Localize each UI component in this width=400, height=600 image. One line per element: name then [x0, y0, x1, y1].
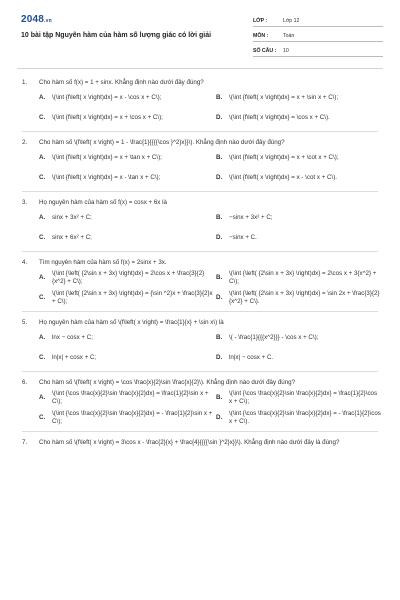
option-letter: B. — [216, 213, 223, 221]
option-text: \(\int {f\left( x \right)dx} = x - \tan x + C\); — [52, 173, 161, 181]
option-text: \(\int {\cos \frac{x}{2}\sin \frac{x}{2}dx} = \frac{1}{2}\cos x + C\); — [229, 389, 378, 405]
option-letter: C. — [39, 293, 46, 301]
answer-option[interactable] — [39, 328, 214, 348]
question-number: 4. — [22, 259, 28, 266]
option-text: \(\int {\cos \frac{x}{2}\sin \frac{x}{2}dx} = - \frac{1}{2}\sin x + C\); — [52, 409, 213, 425]
option-letter: A. — [39, 213, 46, 221]
question-text: Cho hàm số f(x) = 1 + sinx. Khẳng định nào dưới đây đúng? — [39, 79, 204, 86]
option-letter: A. — [39, 393, 46, 401]
meta-value: Toán — [283, 33, 295, 39]
option-text: \(\int {\left( {2\sin x + 3x} \right)dx} = {\sin ^2}x + \frac{3}{2}x + C\); — [52, 289, 213, 305]
option-text: \(\int {f\left( x \right)dx} = x - \cos x + C\); — [52, 93, 162, 101]
question-text: Họ nguyên hàm của hàm số f(x) = cosx + 6x là — [39, 199, 167, 206]
option-letter: D. — [216, 173, 223, 181]
answer-option[interactable] — [216, 108, 381, 128]
answer-option[interactable] — [39, 108, 214, 128]
question-text: Cho hàm số \(f\left( x \right) = \cos \frac{x}{2}\sin \frac{x}{2}\). Khẳng định nào dưới đây đúng? — [39, 379, 296, 386]
question-divider — [22, 251, 378, 252]
question-divider — [22, 131, 378, 132]
question-divider — [22, 371, 378, 372]
option-letter: B. — [216, 153, 223, 161]
option-text: \(\int {\left( {2\sin x + 3x} \right)dx} = \sin 2x + \frac{3}{2}{x^2} + C\). — [229, 289, 380, 305]
question-number: 7. — [22, 439, 28, 446]
logo-main: 2048 — [21, 14, 45, 25]
answer-options — [39, 388, 381, 428]
option-text: ln|x| − cosx + C. — [229, 353, 274, 361]
question-number: 3. — [22, 199, 28, 206]
answer-option[interactable] — [216, 288, 381, 308]
option-letter: B. — [216, 393, 223, 401]
meta-row-subject — [253, 29, 383, 42]
option-text: sinx + 3x² + C; — [52, 213, 92, 221]
document-title: 10 bài tập Nguyên hàm của hàm số lượng giác có lời giải — [21, 32, 212, 39]
option-letter: B. — [216, 333, 223, 341]
answer-option[interactable] — [39, 288, 214, 308]
question-header — [22, 78, 378, 88]
question-text: Tìm nguyên hàm của hàm số f(x) = 2sinx + 3x. — [39, 259, 167, 266]
question-header — [22, 138, 378, 148]
option-text: −sinx + C. — [229, 233, 257, 241]
answer-option[interactable] — [216, 168, 381, 188]
answer-option[interactable] — [39, 88, 214, 108]
question-item — [22, 198, 378, 252]
option-text: \(\int {\left( {2\sin x + 3x} \right)dx} = 2\cos x + 3{x^2} + C\); — [229, 269, 377, 285]
header-divider — [17, 68, 383, 69]
answer-option[interactable] — [39, 388, 214, 408]
meta-row-class — [253, 14, 383, 27]
answer-option[interactable] — [39, 348, 214, 368]
option-text: ln|x| + cosx + C; — [52, 353, 97, 361]
answer-option[interactable] — [39, 148, 214, 168]
answer-option[interactable] — [39, 208, 214, 228]
answer-option[interactable] — [39, 408, 214, 428]
answer-option[interactable] — [216, 328, 381, 348]
option-text: \(\int {f\left( x \right)dx} = x + \cot x + C\); — [229, 153, 339, 161]
answer-option[interactable] — [216, 228, 381, 248]
answer-option[interactable] — [216, 88, 381, 108]
answer-option[interactable] — [39, 268, 214, 288]
option-letter: A. — [39, 273, 46, 281]
question-item — [22, 318, 378, 372]
question-number: 5. — [22, 319, 28, 326]
option-text: \(\int {f\left( x \right)dx} = x + \tan x + C\); — [52, 153, 162, 161]
document-header — [0, 0, 400, 68]
question-header — [22, 318, 378, 328]
answer-option[interactable] — [216, 148, 381, 168]
question-number: 1. — [22, 79, 28, 86]
question-header — [22, 258, 378, 268]
option-letter: D. — [216, 113, 223, 121]
question-text: Cho hàm số \(f\left( x \right) = 3\cos x - \frac{2}{x} + \frac{4}{{{{\sin }^2}x}}\). Khẳng định nào dưới đây là đúng? — [39, 439, 340, 446]
option-text: \(\int {\left( {2\sin x + 3x} \right)dx} = 2\cos x + \frac{3}{2}{x^2} + C\); — [52, 269, 205, 285]
option-letter: D. — [216, 413, 223, 421]
option-text: \(\int {\cos \frac{x}{2}\sin \frac{x}{2}dx} = \frac{1}{2}\sin x + C\); — [52, 389, 209, 405]
answer-option[interactable] — [216, 408, 381, 428]
meta-value: 10 — [283, 48, 289, 54]
answer-option[interactable] — [216, 208, 381, 228]
question-number: 2. — [22, 139, 28, 146]
logo-sub: .vn — [44, 18, 52, 24]
question-list — [0, 78, 400, 448]
meta-row-count — [253, 44, 383, 57]
option-text: sinx + 6x² + C; — [52, 233, 92, 241]
question-divider — [22, 431, 378, 432]
question-header — [22, 198, 378, 208]
question-number: 6. — [22, 379, 28, 386]
meta-label: SỐ CÂU : — [253, 48, 277, 54]
question-header — [22, 378, 378, 388]
option-letter: C. — [39, 233, 46, 241]
question-item — [22, 78, 378, 132]
answer-option[interactable] — [39, 228, 214, 248]
option-letter: A. — [39, 93, 46, 101]
meta-label: MÔN : — [253, 33, 269, 39]
option-letter: D. — [216, 293, 223, 301]
option-letter: D. — [216, 353, 223, 361]
answer-options — [39, 268, 378, 308]
option-letter: C. — [39, 413, 46, 421]
option-text: \(\int {f\left( x \right)dx} = x + \cos x + C\); — [52, 113, 163, 121]
option-text: \( - \frac{1}{{{x^2}}} - \cos x + C\); — [229, 333, 319, 341]
question-header — [22, 438, 378, 448]
option-text: lnx − cosx + C; — [52, 333, 93, 341]
option-text: \(\int {f\left( x \right)dx} = \cos x + C\). — [229, 113, 330, 121]
question-item — [22, 138, 378, 192]
question-item — [22, 378, 381, 432]
option-letter: C. — [39, 353, 46, 361]
answer-options — [39, 208, 378, 248]
site-logo[interactable] — [21, 14, 52, 25]
answer-options — [39, 148, 378, 188]
question-item — [22, 438, 378, 448]
document-meta — [253, 14, 383, 59]
question-item — [22, 258, 378, 312]
option-letter: B. — [216, 273, 223, 281]
question-divider — [22, 191, 378, 192]
option-letter: A. — [39, 333, 46, 341]
option-text: −sinx + 3x² + C; — [229, 213, 273, 221]
answer-option[interactable] — [39, 168, 214, 188]
question-divider — [22, 311, 378, 312]
option-letter: C. — [39, 173, 46, 181]
option-text: \(\int {\cos \frac{x}{2}\sin \frac{x}{2}dx} = - \frac{1}{2}\cos x + C\). — [229, 409, 381, 425]
question-text: Cho hàm số \(f\left( x \right) = 1 - \frac{1}{{{{\cos }^2}x}}\). Khẳng định nào dưới đây đúng? — [39, 139, 285, 146]
option-letter: C. — [39, 113, 46, 121]
option-text: \(\int {f\left( x \right)dx} = x - \cot x + C\). — [229, 173, 337, 181]
option-letter: D. — [216, 233, 223, 241]
meta-label: LỚP : — [253, 18, 268, 24]
answer-option[interactable] — [216, 268, 381, 288]
question-text: Họ nguyên hàm của hàm số \(f\left( x \right) = \frac{1}{x} + \sin x\) là — [39, 319, 224, 326]
option-letter: B. — [216, 93, 223, 101]
answer-options — [39, 88, 378, 128]
answer-options — [39, 328, 378, 368]
answer-option[interactable] — [216, 388, 381, 408]
option-letter: A. — [39, 153, 46, 161]
option-text: \(\int {f\left( x \right)dx} = x + \sin x + C\); — [229, 93, 339, 101]
answer-option[interactable] — [216, 348, 381, 368]
meta-value: Lớp 12 — [283, 18, 300, 24]
